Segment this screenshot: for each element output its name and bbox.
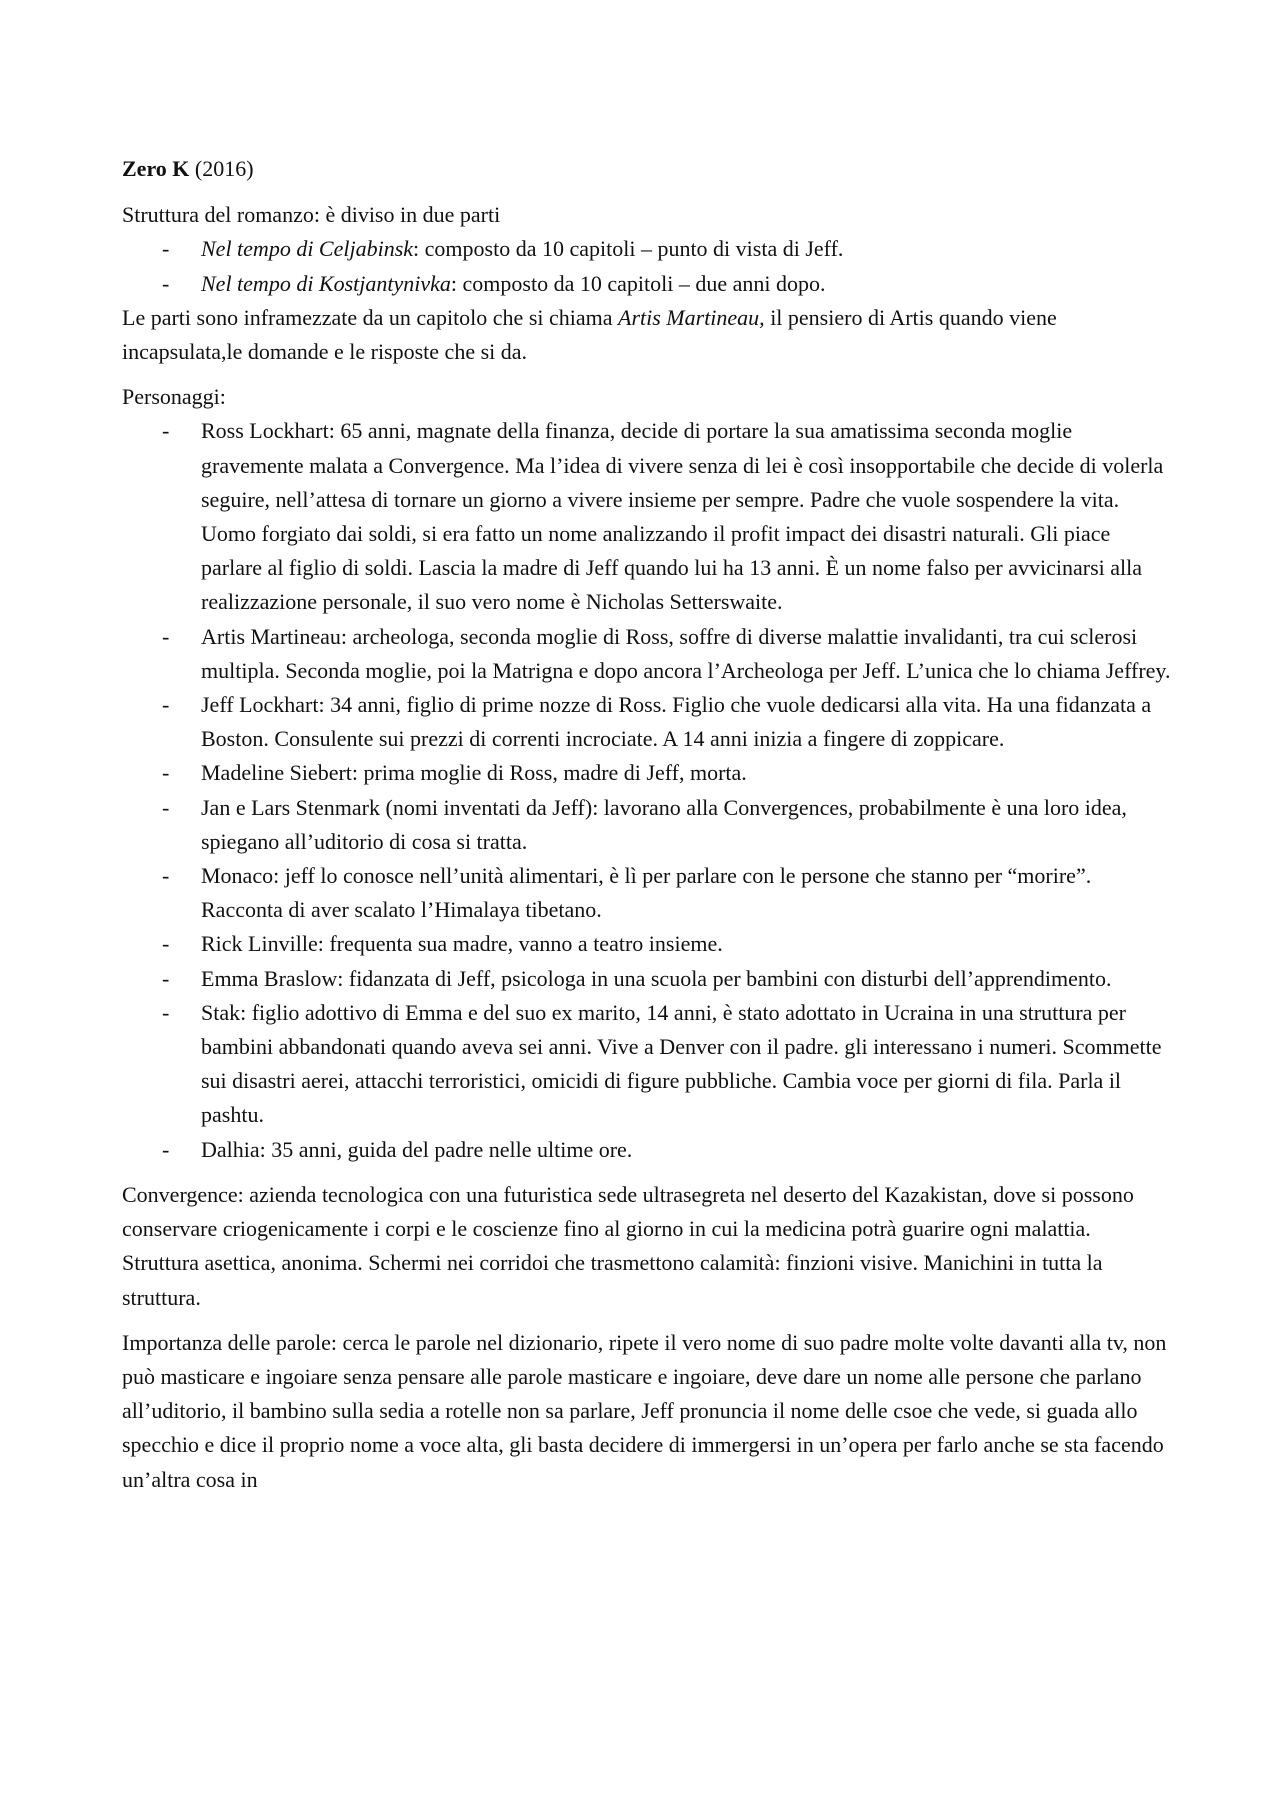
character-description: Madeline Siebert: prima moglie di Ross, madre di Jeff, morta.	[201, 760, 747, 786]
character-description: Stak: figlio adottivo di Emma e del suo ex marito, 14 anni, è stato adottato in Ucraina in una struttura per bambini abbandonati quando aveva sei anni. Vive a Denver con il padre. gli interessano i numeri. Scommette sui disastri aerei, attacchi terroristici, omicidi di figure pubbliche. Cambia voce per giorni di fila. Parla il pashtu.	[201, 999, 1162, 1128]
dash-bullet: -	[162, 418, 170, 444]
structure-note	[122, 301, 1172, 369]
list-item	[122, 414, 1172, 619]
dash-bullet: -	[162, 965, 170, 991]
characters-heading: Personaggi:	[122, 384, 226, 410]
list-item	[122, 232, 1172, 266]
character-description: Emma Braslow: fidanzata di Jeff, psicologa in una scuola per bambini con disturbi dell’apprendimento.	[201, 965, 1112, 991]
characters-list	[122, 414, 1172, 1166]
dash-bullet: -	[162, 270, 170, 296]
characters-section	[122, 380, 1172, 1167]
list-item	[122, 927, 1172, 961]
part-title: Nel tempo di Kostjantynivka	[201, 270, 451, 296]
book-year: (2016)	[194, 156, 254, 181]
dash-bullet: -	[162, 794, 170, 820]
character-description: Jeff Lockhart: 34 anni, figlio di prime nozze di Ross. Figlio che vuole dedicarsi alla vita. Ha una fidanzata a Boston. Consulente sui prezzi di correnti incrociate. A 14 anni inizia a fingere di zoppicare.	[201, 692, 1152, 752]
list-item	[122, 996, 1172, 1133]
list-item	[122, 1133, 1172, 1167]
character-description: Dalhia: 35 anni, guida del padre nelle ultime ore.	[201, 1136, 633, 1162]
dash-bullet: -	[162, 236, 170, 262]
structure-intro: Struttura del romanzo: è diviso in due parti	[122, 202, 501, 228]
list-item	[122, 859, 1172, 927]
list-item	[122, 620, 1172, 688]
part-description: : composto da 10 capitoli – due anni dopo.	[450, 270, 826, 296]
structure-section	[122, 198, 1172, 369]
dash-bullet: -	[162, 623, 170, 649]
dash-bullet: -	[162, 931, 170, 957]
part-title: Nel tempo di Celjabinsk	[201, 236, 414, 262]
character-description: Jan e Lars Stenmark (nomi inventati da Jeff): lavorano alla Convergences, probabilmente è una loro idea, spiegano all’uditorio di cosa si tratta.	[201, 794, 1127, 854]
note-text: il pensiero di Artis quando viene incapsulata,le domande e le risposte che si da.	[122, 304, 1057, 365]
list-item	[122, 688, 1172, 756]
book-title: Zero K	[122, 156, 190, 181]
character-description: Rick Linville: frequenta sua madre, vanno a teatro insieme.	[201, 931, 723, 957]
character-description: Artis Martineau: archeologa, seconda moglie di Ross, soffre di diverse malattie invalidanti, tra cui sclerosi multipla. Seconda moglie, poi la Matrigna e dopo ancora l’Archeologa per Jeff. L’unica che lo chiama Jeffrey.	[201, 623, 1171, 683]
dash-bullet: -	[162, 760, 170, 786]
dash-bullet: -	[162, 999, 170, 1025]
dash-bullet: -	[162, 863, 170, 889]
dash-bullet: -	[162, 692, 170, 718]
convergence-paragraph: Convergence: azienda tecnologica con una futuristica sede ultrasegreta nel deserto del Kazakistan, dove si possono conservare criogenicamente i corpi e le coscienze fino al giorno in cui la medicina potrà guarire ogni malattia. Struttura asettica, anonima. Schermi nei corridoi che trasmettono calamità: finzioni visive. Manichini in tutta la struttura.	[122, 1181, 1134, 1310]
list-item	[122, 791, 1172, 859]
part-description: : composto da 10 capitoli – punto di vista di Jeff.	[413, 236, 844, 262]
note-chapter-title: Artis Martineau,	[618, 304, 765, 330]
document-title	[122, 152, 1172, 186]
list-item	[122, 756, 1172, 790]
list-item	[122, 962, 1172, 996]
words-paragraph: Importanza delle parole: cerca le parole nel dizionario, ripete il vero nome di suo padre molte volte davanti alla tv, non può masticare e ingoiare senza pensare alle parole masticare e ingoiare, deve dare un nome alle persone che parlano all’uditorio, il bambino sulla sedia a rotelle non sa parlare, Jeff pronuncia il nome delle csoe che vede, si guada allo specchio e dice il proprio nome a voce alta, gli basta decidere di immergersi in un’opera per farlo anche se sta facendo un’altra cosa in	[122, 1329, 1167, 1492]
document-page	[122, 152, 1172, 1508]
list-item	[122, 267, 1172, 301]
note-text: Le parti sono inframezzate da un capitolo che si chiama	[122, 304, 619, 330]
character-description: Ross Lockhart: 65 anni, magnate della finanza, decide di portare la sua amatissima seconda moglie gravemente malata a Convergence. Ma l’idea di vivere senza di lei è così insopportabile che decide di volerla seguire, nell’attesa di tornare un giorno a vivere insieme per sempre. Padre che vuole sospendere la vita. Uomo forgiato dai soldi, si era fatto un nome analizzando il profit impact dei disastri naturali. Gli piace parlare al figlio di soldi. Lascia la madre di Jeff quando lui ha 13 anni. È un nome falso per avvicinarsi alla realizzazione personale, il suo vero nome è Nicholas Setterswaite.	[201, 418, 1164, 615]
dash-bullet: -	[162, 1136, 170, 1162]
character-description: Monaco: jeff lo conosce nell’unità alimentari, è lì per parlare con le persone che stanno per “morire”. Racconta di aver scalato l’Himalaya tibetano.	[201, 863, 1092, 923]
structure-list	[122, 232, 1172, 300]
